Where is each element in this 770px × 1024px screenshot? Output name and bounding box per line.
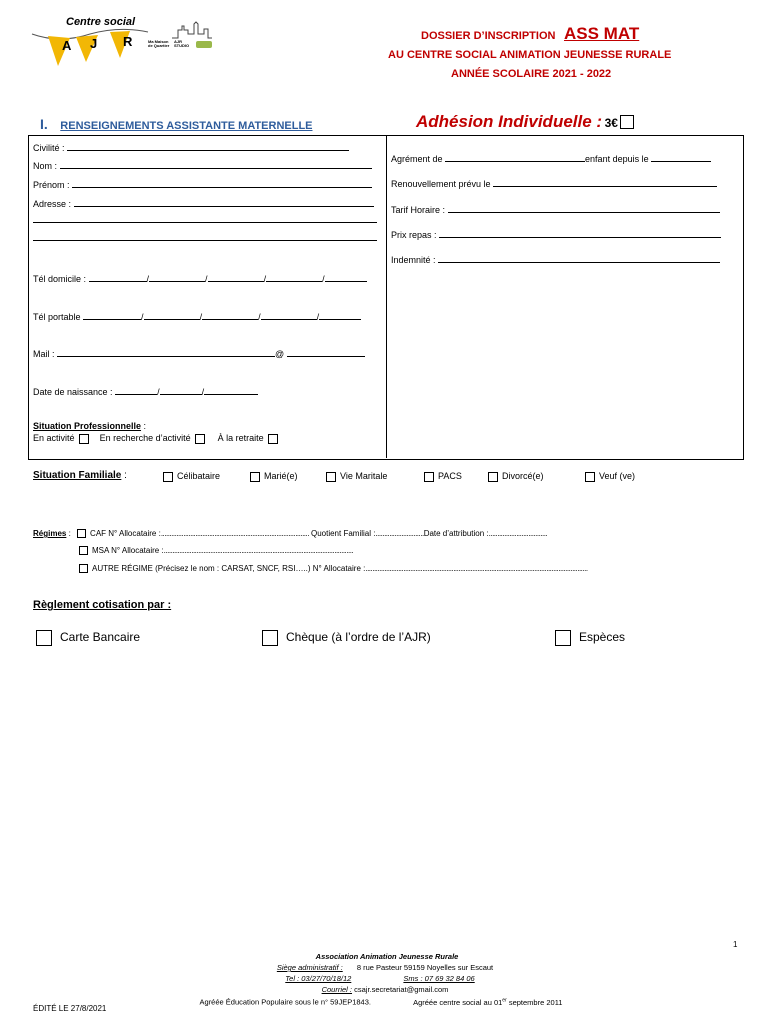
retraite-label: À la retraite	[217, 433, 264, 443]
tarif-label: Tarif Horaire :	[391, 205, 446, 215]
cheque-label: Chèque (à l’ordre de l’AJR)	[286, 630, 431, 645]
especes-label: Espèces	[579, 630, 626, 645]
sf-veuf-label: Veuf (ve)	[599, 471, 636, 481]
tel-portable-field[interactable]	[83, 309, 141, 320]
prenom-field[interactable]	[72, 177, 372, 188]
naissance-field[interactable]	[115, 384, 157, 395]
adresse-field-2[interactable]	[33, 212, 377, 223]
naissance-label: Date de naissance :	[33, 387, 113, 397]
situation-pro-options	[33, 433, 282, 444]
agrement-field[interactable]	[445, 151, 585, 162]
tarif-field[interactable]	[448, 202, 720, 213]
indemnite-field[interactable]	[438, 252, 720, 263]
logo-letter-j: J	[90, 36, 98, 51]
agrement-label: Agrément de	[391, 154, 443, 164]
sf-pacs-label: PACS	[438, 471, 462, 481]
nom-label: Nom :	[33, 161, 58, 171]
reglement-cheque[interactable]	[262, 630, 431, 646]
regimes-colon: :	[66, 529, 71, 538]
page-number: 1	[733, 940, 738, 949]
quotient-label: Quotient Familial :	[310, 529, 376, 538]
edite-date: ÉDITÉ LE 27/8/2021	[33, 1004, 107, 1013]
tel-portable-row: Tél portable / / / /	[33, 309, 361, 322]
reglement-title: Règlement cotisation par :	[33, 599, 172, 611]
autre-label: AUTRE RÉGIME (Précisez le nom : CARSAT, SNCF, RSI…..) N° Allocataire :	[92, 564, 366, 573]
naissance-row: Date de naissance : / /	[33, 384, 258, 397]
situation-familiale-label-wrap	[33, 470, 127, 481]
footer-tel: Tel : 03/27/70/18/12	[285, 974, 352, 983]
footer-agree-2-text: Agréée centre social au 01	[413, 997, 503, 1007]
situation-pro-colon: :	[141, 421, 147, 431]
carte-checkbox[interactable]	[36, 630, 52, 646]
date-attribution-field[interactable]: ..................................	[488, 529, 548, 538]
sf-pacs-checkbox[interactable]	[424, 472, 434, 482]
header-subtitle: AU CENTRE SOCIAL ANIMATION JEUNESSE RURALE	[388, 49, 672, 61]
tel-domicile-field-3[interactable]	[208, 271, 264, 282]
sf-veuf[interactable]	[585, 471, 635, 482]
tel-portable-field-3[interactable]	[202, 309, 258, 320]
cheque-checkbox[interactable]	[262, 630, 278, 646]
renouvellement-label: Renouvellement prévu le	[391, 179, 491, 189]
adhesion-label: Adhésion Individuelle :	[416, 112, 603, 131]
prix-repas-field[interactable]	[439, 227, 721, 238]
sf-pacs[interactable]	[424, 471, 462, 482]
msa-label: MSA N° Allocataire :	[92, 546, 164, 555]
mail-at: @	[275, 349, 285, 359]
partner-logo-3	[196, 41, 212, 48]
adresse-label: Adresse :	[33, 199, 72, 209]
indemnite-row	[391, 252, 720, 265]
reglement-carte[interactable]	[36, 630, 140, 646]
footer-agree-1: Agréée Éducation Populaire sous le n° 59JEP1843.	[199, 997, 371, 1007]
footer-courriel-label: Courriel :	[321, 985, 353, 994]
partner-logo-1: Ma Maison de Quartier	[148, 39, 170, 48]
adresse-field-1[interactable]	[74, 196, 374, 207]
situation-familiale-label: Situation Familiale	[33, 470, 122, 481]
naissance-field-2[interactable]	[160, 384, 202, 395]
tel-domicile-field-5[interactable]	[325, 271, 367, 282]
situation-familiale-colon: :	[121, 470, 127, 481]
renouvellement-field[interactable]	[493, 176, 717, 187]
regimes-label: Régimes	[33, 529, 67, 538]
tel-portable-field-5[interactable]	[319, 309, 361, 320]
logo-title: Centre social	[66, 16, 136, 28]
assmat-title: ASS MAT	[563, 24, 640, 43]
msa-field[interactable]: ..............................................................................................................	[163, 546, 354, 555]
regimes-autre-row	[79, 564, 588, 573]
header-school-year: ANNÉE SCOLAIRE 2021 - 2022	[451, 68, 612, 80]
section-heading: RENSEIGNEMENTS ASSISTANTE MATERNELLE	[60, 120, 313, 132]
msa-checkbox[interactable]	[79, 546, 88, 555]
nom-field[interactable]	[60, 158, 372, 169]
logo-letter-a: A	[62, 38, 72, 53]
footer-phones	[0, 973, 770, 984]
footer-siege-value: 8 rue Pasteur 59159 Noyelles sur Escaut	[356, 963, 494, 972]
mail-row	[33, 346, 365, 359]
sf-celibataire[interactable]	[163, 471, 220, 482]
en-activite-checkbox[interactable]	[79, 434, 89, 444]
carte-label: Carte Bancaire	[60, 630, 141, 645]
naissance-field-3[interactable]	[204, 384, 258, 395]
retraite-checkbox[interactable]	[268, 434, 278, 444]
logo	[30, 14, 220, 64]
regimes-caf-row	[33, 529, 547, 538]
tel-domicile-row: Tél domicile : / / / /	[33, 271, 367, 284]
prix-repas-label: Prix repas :	[391, 230, 437, 240]
town-skyline-icon	[172, 20, 212, 40]
regimes-msa-row	[79, 546, 353, 555]
tel-domicile-field-2[interactable]	[149, 271, 205, 282]
sf-vie-maritale-label: Vie Maritale	[340, 471, 388, 481]
footer-agrement	[0, 995, 770, 1008]
quotient-field[interactable]: ............................	[375, 529, 424, 538]
civilite-row	[33, 140, 349, 153]
renouvellement-row	[391, 176, 717, 189]
mail-field[interactable]	[57, 346, 275, 357]
enfant-depuis-field[interactable]	[651, 151, 711, 162]
sf-vie-maritale[interactable]	[326, 471, 387, 482]
footer-siege-label: Siège administratif :	[276, 963, 343, 972]
date-attribution-label: Date d’attribution :	[423, 529, 489, 538]
en-recherche-label: En recherche d’activité	[99, 433, 191, 443]
caf-field[interactable]: ......................................................................................	[160, 529, 309, 538]
caf-checkbox[interactable]	[77, 529, 86, 538]
footer-agree-2-end: septembre 2011	[506, 997, 563, 1007]
footer-courriel-value: csajr.secretariat@gmail.com	[354, 985, 449, 994]
section-title	[40, 116, 313, 132]
prenom-label: Prénom :	[33, 180, 70, 190]
mail-label: Mail :	[33, 349, 55, 359]
sf-celibataire-label: Célibataire	[177, 471, 221, 481]
footer-courriel	[0, 984, 770, 995]
adresse-field-3[interactable]	[33, 230, 377, 241]
sf-veuf-checkbox[interactable]	[585, 472, 595, 482]
footer-siege	[0, 962, 770, 973]
sf-divorce-checkbox[interactable]	[488, 472, 498, 482]
header-title-line	[421, 24, 639, 44]
indemnite-label: Indemnité :	[391, 255, 436, 265]
prix-repas-row	[391, 227, 721, 240]
civilite-label: Civilité :	[33, 143, 65, 153]
section-numeral: I.	[40, 116, 48, 132]
logo-letter-r: R	[123, 34, 133, 49]
civilite-field[interactable]	[67, 140, 349, 151]
footer	[0, 951, 770, 1008]
situation-pro-label: Situation Professionnelle	[33, 421, 142, 431]
sf-vie-maritale-checkbox[interactable]	[326, 472, 336, 482]
sf-marie[interactable]	[250, 471, 298, 482]
adresse-row	[33, 196, 374, 209]
footer-agree-2-sup: er	[502, 997, 507, 1003]
sf-marie-checkbox[interactable]	[250, 472, 260, 482]
partner-logo-2: AJR STUDIO	[174, 39, 190, 48]
prenom-row	[33, 177, 372, 190]
situation-pro-row	[33, 421, 146, 431]
en-activite-label: En activité	[33, 433, 75, 443]
en-recherche-checkbox[interactable]	[195, 434, 205, 444]
nom-row	[33, 158, 372, 171]
agrement-row	[391, 151, 711, 164]
caf-label: CAF N° Allocataire :	[90, 529, 161, 538]
autre-field[interactable]: .................................................................................................................................	[365, 564, 588, 573]
adhesion	[416, 112, 634, 132]
mail-domain-field[interactable]	[287, 346, 365, 357]
dossier-title: DOSSIER D’INSCRIPTION	[421, 30, 556, 42]
adhesion-price: 3€	[604, 116, 618, 130]
especes-checkbox[interactable]	[555, 630, 571, 646]
footer-agree-2	[413, 998, 562, 1007]
tel-domicile-label: Tél domicile :	[33, 274, 87, 284]
reglement-especes[interactable]	[555, 630, 625, 646]
footer-association: Association Animation Jeunesse Rurale	[315, 952, 459, 961]
enfant-depuis-label: enfant depuis le	[585, 154, 649, 164]
tel-domicile-field-4[interactable]	[266, 271, 322, 282]
sf-divorce[interactable]	[488, 471, 544, 482]
adhesion-checkbox[interactable]	[620, 115, 634, 129]
autre-checkbox[interactable]	[79, 564, 88, 573]
sf-marie-label: Marié(e)	[264, 471, 298, 481]
sf-divorce-label: Divorcé(e)	[502, 471, 544, 481]
footer-sms: Sms : 07 69 32 84 06	[403, 974, 475, 983]
tel-portable-label: Tél portable	[33, 312, 81, 322]
tel-portable-field-2[interactable]	[144, 309, 200, 320]
sf-celibataire-checkbox[interactable]	[163, 472, 173, 482]
form-divider	[386, 135, 387, 458]
tel-domicile-field[interactable]	[89, 271, 147, 282]
tarif-row	[391, 202, 720, 215]
tel-portable-field-4[interactable]	[261, 309, 317, 320]
